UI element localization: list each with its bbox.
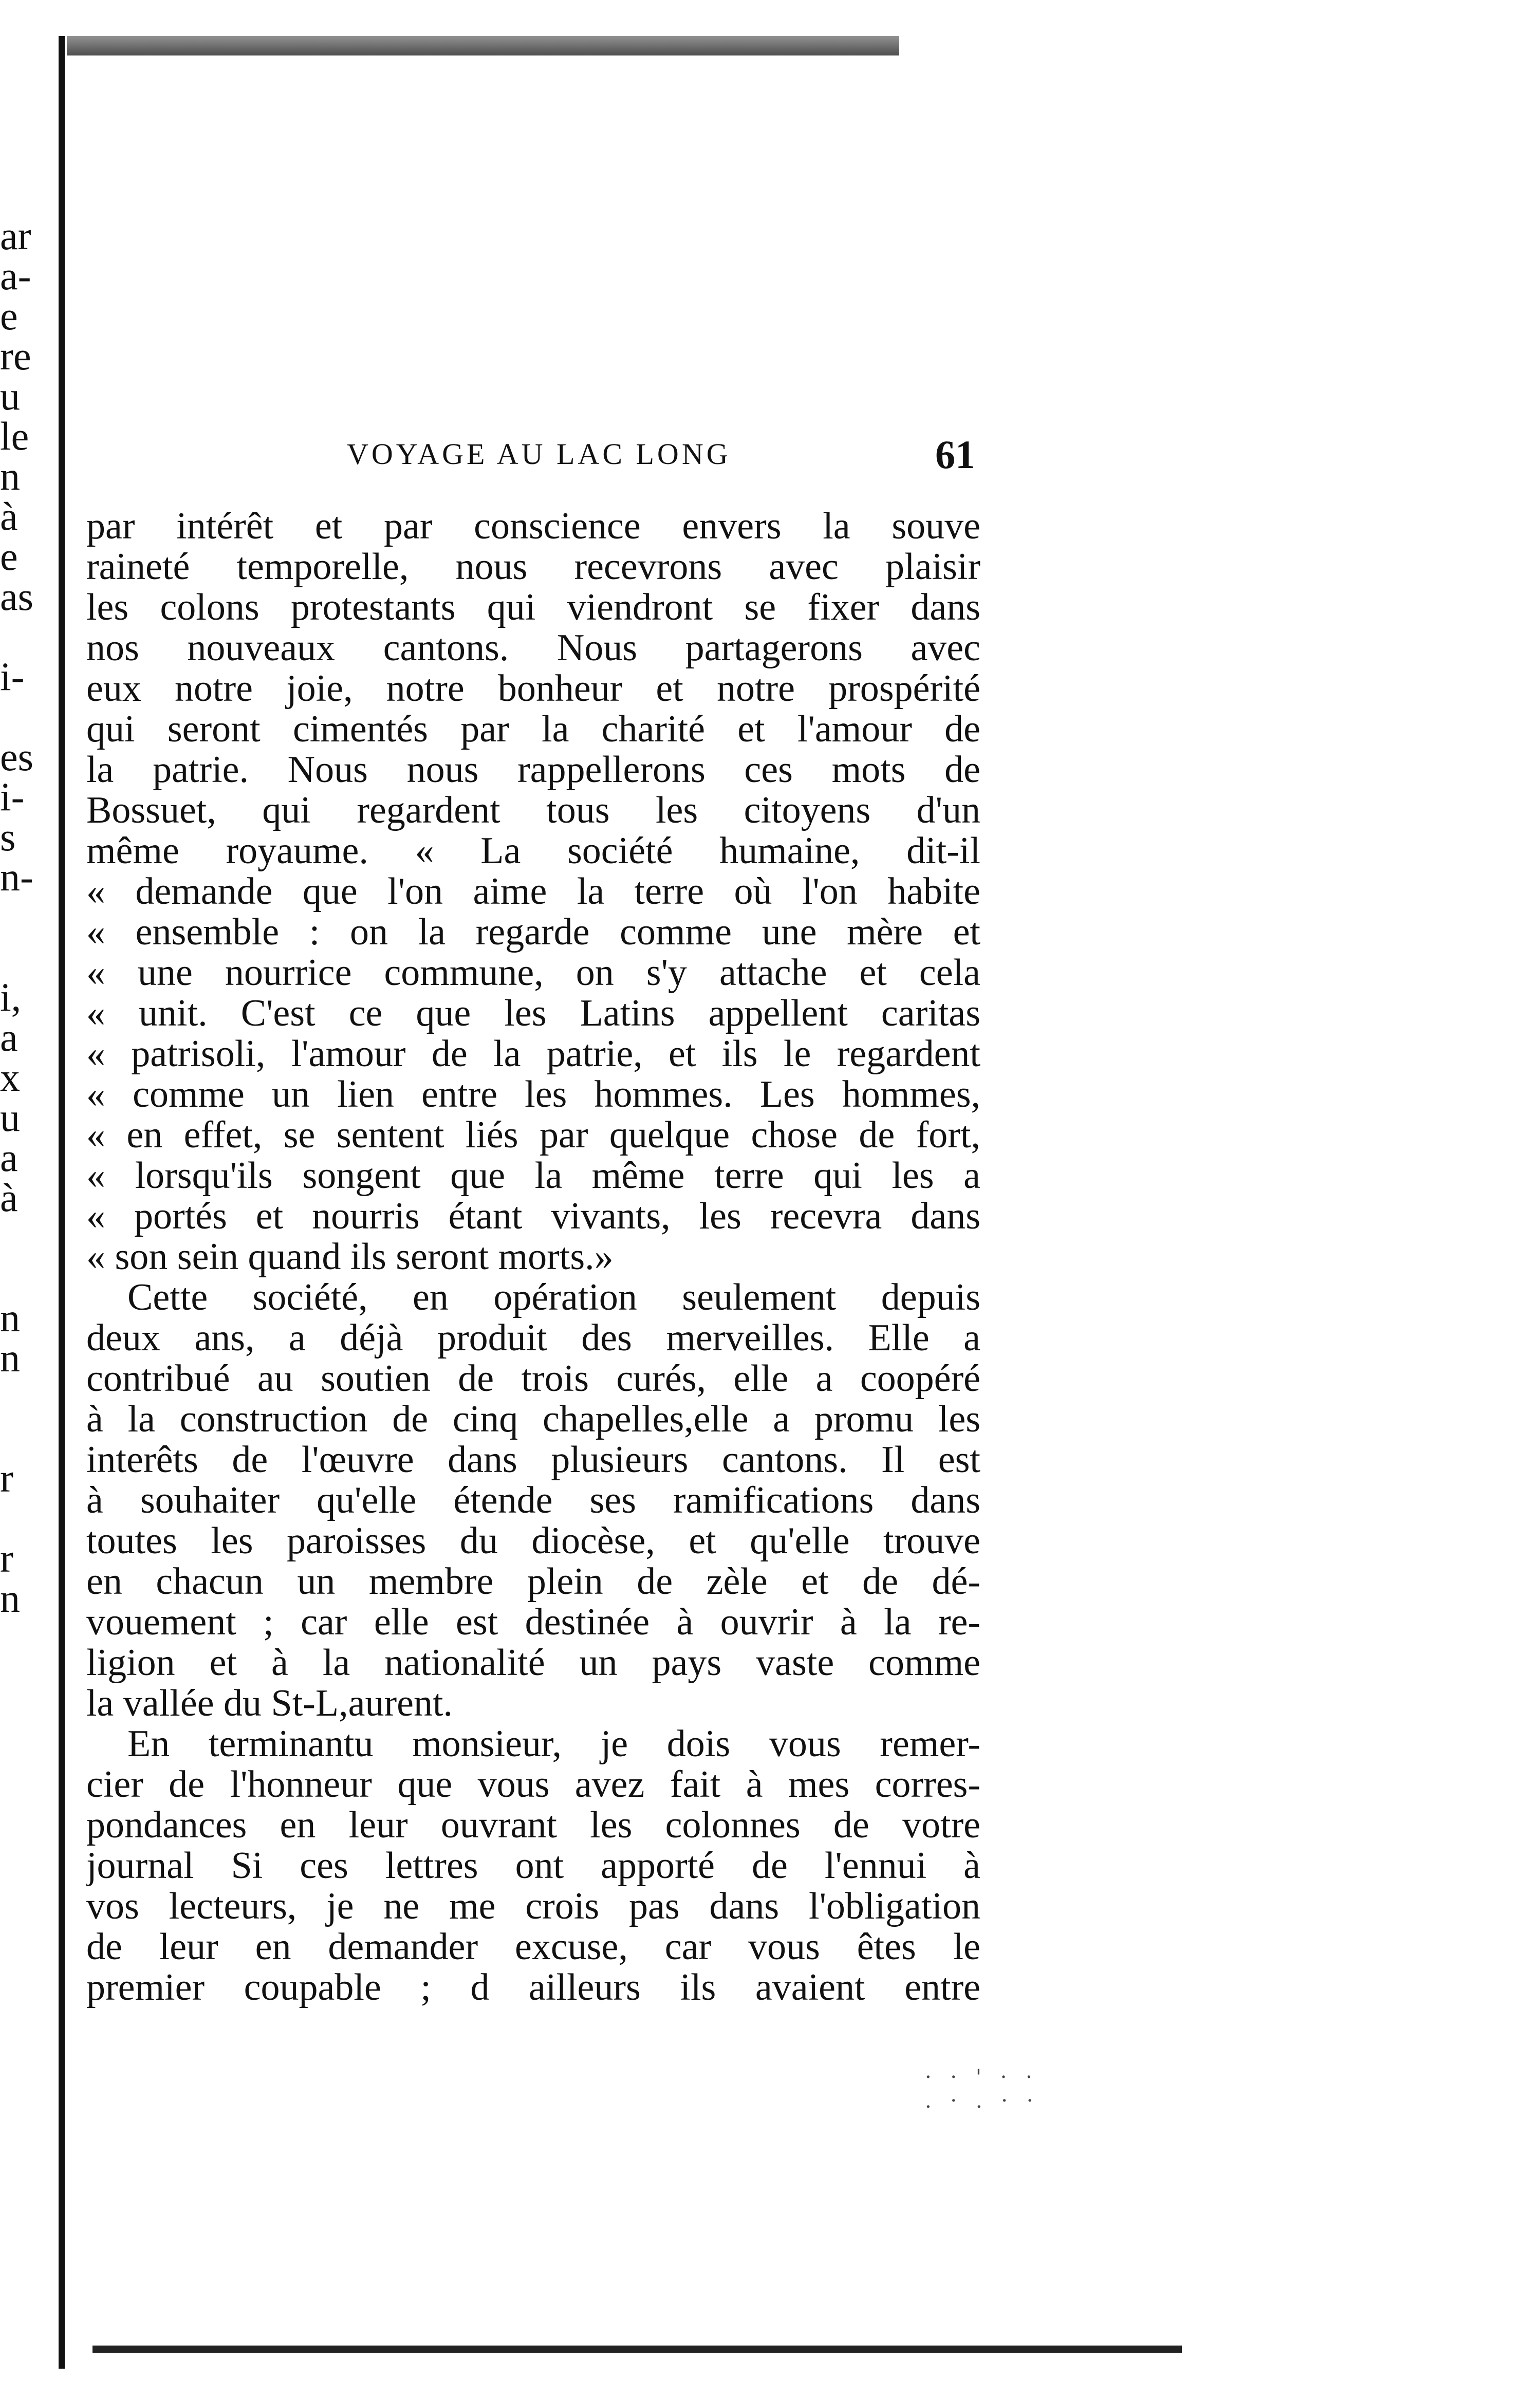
margin-fragment: re [0, 333, 31, 378]
text-line: qui seront cimentés par la charité et l'amour de [86, 709, 980, 750]
margin-fragment: i- [0, 654, 25, 699]
margin-fragment: ar [0, 213, 31, 258]
text-line: « son sein quand ils seront morts.» [86, 1237, 614, 1277]
text-line: « en effet, se sentent liés par quelque chose de fort, [86, 1115, 980, 1156]
margin-fragment: x [0, 1055, 20, 1100]
text-line: « comme un lien entre les hommes. Les hommes, [86, 1074, 980, 1115]
margin-fragment: le [0, 414, 29, 458]
text-line: la vallée du St-L,aurent. [86, 1683, 453, 1724]
facing-page-margin-fragments [0, 213, 57, 1621]
margin-fragment: u [0, 374, 20, 418]
text-line: journal Si ces lettres ont apporté de l'ennui à [86, 1846, 980, 1886]
text-line: deux ans, a déjà produit des merveilles. Elle a [86, 1318, 980, 1359]
text-line: à la construction de cinq chapelles,elle a promu les [86, 1399, 980, 1440]
margin-fragment: a [0, 1135, 18, 1180]
margin-fragment: e [0, 293, 18, 338]
text-line: « demande que l'on aime la terre où l'on habite [86, 871, 980, 912]
text-line: « lorsqu'ils songent que la même terre qui les a [86, 1156, 980, 1196]
text-line: nos nouveaux cantons. Nous partagerons avec [86, 628, 980, 668]
text-line: En terminantu monsieur, je dois vous remer- [127, 1724, 980, 1764]
text-line: « unit. C'est ce que les Latins appellent caritas [86, 993, 980, 1034]
text-line: ligion et à la nationalité un pays vaste comme [86, 1643, 980, 1683]
text-line: interêts de l'œuvre dans plusieurs cantons. Il est [86, 1440, 980, 1480]
margin-fragment: s [0, 814, 16, 859]
text-line: même royaume. « La société humaine, dit-il [86, 831, 980, 871]
margin-fragment [0, 1418, 57, 1458]
margin-fragment [0, 1378, 57, 1418]
margin-fragment: a- [0, 253, 31, 298]
text-line: pondances en leur ouvrant les colonnes de votre [86, 1805, 980, 1846]
margin-fragment [0, 697, 57, 737]
text-line: de leur en demander excuse, car vous êtes le [86, 1927, 980, 1967]
text-line: vos lecteurs, je ne me crois pas dans l'obligation [86, 1886, 980, 1927]
margin-fragment: à [0, 494, 18, 538]
text-line: contribué au soutien de trois curés, elle a coopéré [86, 1359, 980, 1399]
page-number: 61 [935, 432, 975, 477]
text-line: premier coupable ; d ailleurs ils avaient entre [86, 1967, 980, 2008]
margin-fragment: a [0, 1015, 18, 1059]
margin-fragment: u [0, 1095, 20, 1140]
margin-fragment: n [0, 1576, 20, 1621]
margin-fragment: n [0, 454, 20, 498]
text-line: cier de l'honneur que vous avez fait à mes corres- [86, 1764, 980, 1805]
margin-fragment [0, 1258, 57, 1298]
margin-fragment: n- [0, 854, 33, 899]
text-line: Bossuet, qui regardent tous les citoyens d'un [86, 790, 980, 831]
text-line: Cette société, en opération seulement depuis [127, 1277, 980, 1318]
margin-fragment: à [0, 1175, 18, 1220]
margin-fragment: r [0, 1536, 13, 1580]
text-line: « portés et nourris étant vivants, les recevra dans [86, 1196, 980, 1237]
margin-fragment: e [0, 534, 18, 579]
text-line: en chacun un membre plein de zèle et de dé- [86, 1561, 980, 1602]
text-line: la patrie. Nous nous rappellerons ces mots de [86, 750, 980, 790]
margin-fragment: i- [0, 774, 25, 819]
margin-fragment: as [0, 574, 33, 619]
text-line: par intérêt et par conscience envers la souve [86, 506, 980, 547]
margin-fragment: n [0, 1335, 20, 1380]
text-line: toutes les paroisses du diocèse, et qu'elle trouve [86, 1521, 980, 1561]
text-line: eux notre joie, notre bonheur et notre prospérité [86, 668, 980, 709]
left-gutter-rule [59, 36, 65, 2369]
margin-fragment: i, [0, 975, 22, 1019]
margin-fragment: n [0, 1295, 20, 1340]
margin-fragment: r [0, 1456, 13, 1500]
running-head [87, 432, 981, 478]
top-border-rule [67, 36, 899, 55]
margin-fragment [0, 937, 57, 977]
text-line: « patrisoli, l'amour de la patrie, et ils le regardent [86, 1034, 980, 1074]
margin-fragment [0, 1218, 57, 1258]
running-head-title: VOYAGE AU LAC LONG [347, 437, 731, 471]
scan-specks: · · ' · · . · . · · [925, 2066, 1040, 2113]
text-line: raineté temporelle, nous recevrons avec plaisir [86, 547, 980, 587]
text-line: « une nourrice commune, on s'y attache et cela [86, 953, 980, 993]
margin-fragment: es [0, 734, 33, 779]
text-line: à souhaiter qu'elle étende ses ramifications dans [86, 1480, 980, 1521]
text-line: vouement ; car elle est destinée à ouvrir à la re- [86, 1602, 980, 1643]
text-line: « ensemble : on la regarde comme une mère et [86, 912, 980, 953]
text-line: les colons protestants qui viendront se fixer dans [86, 587, 980, 628]
margin-fragment [0, 617, 57, 657]
body-text [86, 506, 980, 2008]
margin-fragment [0, 1498, 57, 1538]
margin-fragment [0, 897, 57, 937]
bottom-border-rule [92, 2346, 1182, 2353]
